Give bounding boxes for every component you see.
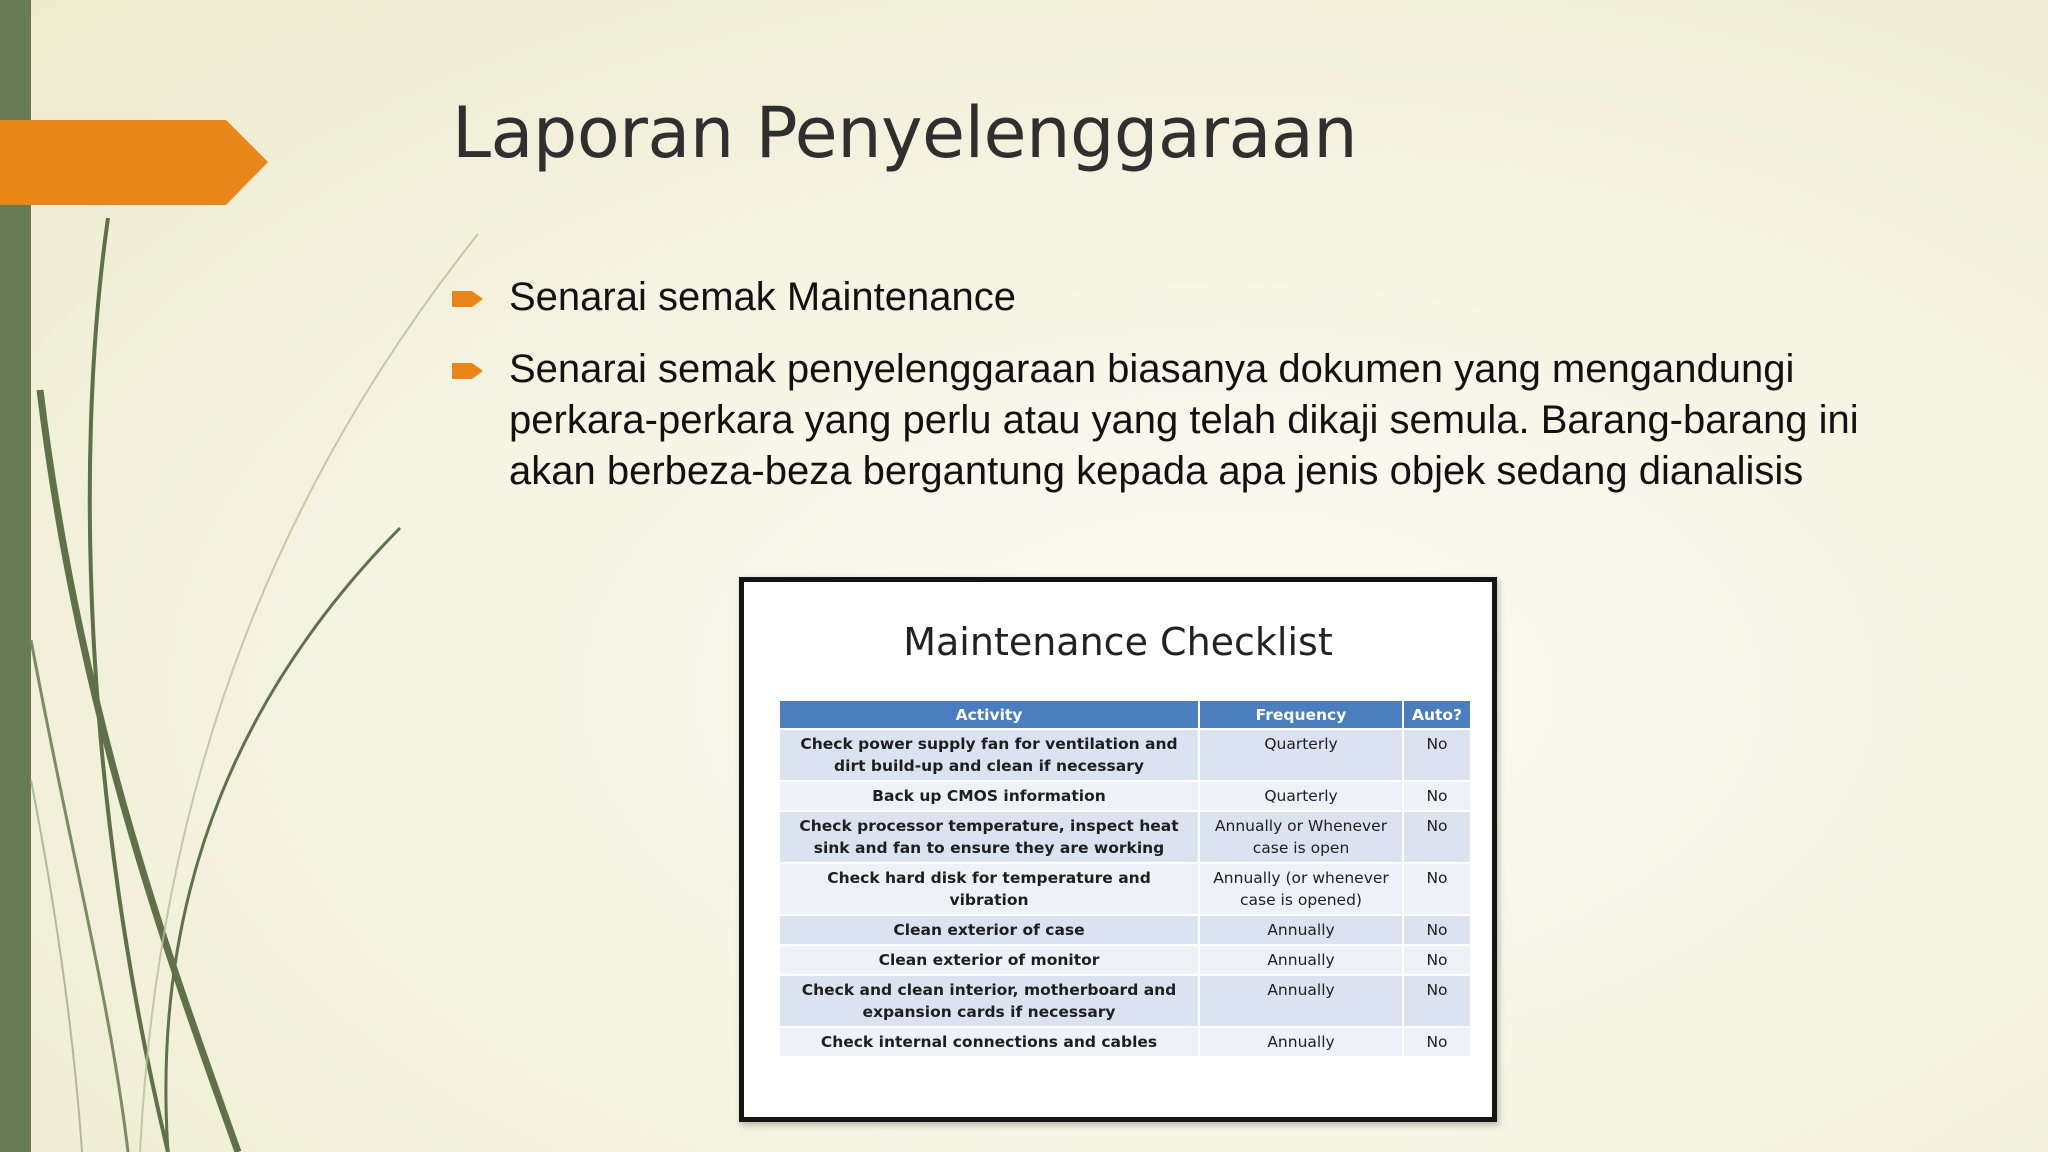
activity-cell: Check hard disk for temperature and vibration (780, 863, 1199, 915)
activity-cell: Check and clean interior, motherboard and expansion cards if necessary (780, 975, 1199, 1027)
auto-cell: No (1403, 1027, 1470, 1056)
activity-cell: Clean exterior of monitor (780, 945, 1199, 975)
frequency-cell: Quarterly (1199, 729, 1403, 781)
activity-cell: Clean exterior of case (780, 915, 1199, 945)
auto-cell: No (1403, 811, 1470, 863)
header-activity: Activity (780, 701, 1199, 729)
frequency-cell: Annually (1199, 945, 1403, 975)
activity-cell: Check internal connections and cables (780, 1027, 1199, 1056)
table-row (780, 975, 1470, 1027)
table-row (780, 945, 1470, 975)
checklist-image (739, 577, 1497, 1122)
accent-arrow-banner (0, 120, 268, 205)
bullet-item (452, 272, 1912, 323)
activity-cell: Check power supply fan for ventilation and dirt build-up and clean if necessary (780, 729, 1199, 781)
table-row (780, 915, 1470, 945)
frequency-cell: Annually (1199, 1027, 1403, 1056)
auto-cell: No (1403, 729, 1470, 781)
table-header-row (780, 701, 1470, 729)
table-row (780, 781, 1470, 811)
table-row (780, 729, 1470, 781)
auto-cell: No (1403, 915, 1470, 945)
header-auto: Auto? (1403, 701, 1470, 729)
auto-cell: No (1403, 781, 1470, 811)
frequency-cell: Annually (1199, 975, 1403, 1027)
arrow-bullet-icon (452, 361, 484, 381)
bullet-text: Senarai semak penyelenggaraan biasanya dokumen yang mengandungi perkara-perkara yang perlu atau yang telah dikaji semula. Barang-barang ini akan berbeza-beza bergantung kepada apa jenis objek sedang dianalisis (509, 347, 1859, 493)
frequency-cell: Annually (or whenever case is opened) (1199, 863, 1403, 915)
frequency-cell: Annually or Whenever case is open (1199, 811, 1403, 863)
slide-title: Laporan Penyelenggaraan (452, 92, 1358, 174)
bullet-text: Senarai semak Maintenance (509, 275, 1016, 319)
table-row (780, 1027, 1470, 1056)
arrow-bullet-icon (452, 289, 484, 309)
auto-cell: No (1403, 863, 1470, 915)
frequency-cell: Quarterly (1199, 781, 1403, 811)
activity-cell: Back up CMOS information (780, 781, 1199, 811)
frequency-cell: Annually (1199, 915, 1403, 945)
auto-cell: No (1403, 975, 1470, 1027)
table-row (780, 811, 1470, 863)
bullet-item (452, 344, 1912, 497)
header-frequency: Frequency (1199, 701, 1403, 729)
checklist-table (780, 701, 1470, 1056)
checklist-title: Maintenance Checklist (903, 620, 1333, 664)
auto-cell: No (1403, 945, 1470, 975)
table-row (780, 863, 1470, 915)
activity-cell: Check processor temperature, inspect heat sink and fan to ensure they are working (780, 811, 1199, 863)
bullet-list (452, 272, 1912, 518)
